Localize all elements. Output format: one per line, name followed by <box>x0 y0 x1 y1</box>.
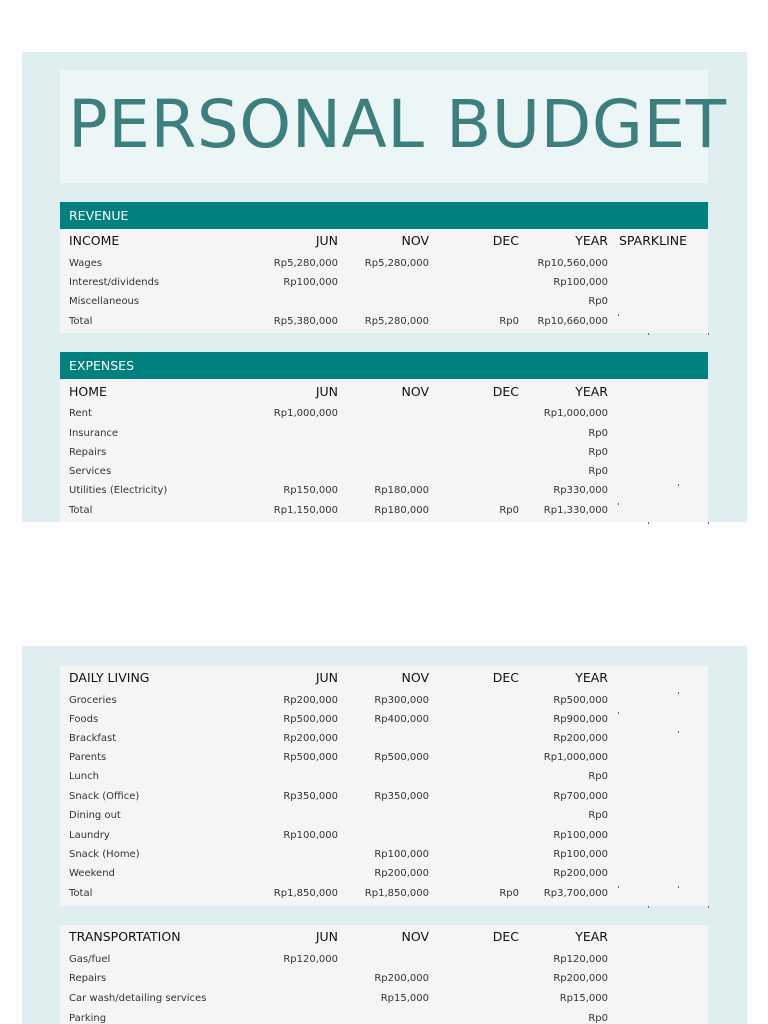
cell-nov: Rp400,000 <box>374 714 429 725</box>
cell-year: Rp200,000 <box>553 973 608 984</box>
row-label: Dining out <box>69 810 121 821</box>
row-label: Car wash/detailing services <box>69 993 207 1004</box>
sparkline-mark <box>618 503 619 505</box>
row-label: Snack (Office) <box>69 791 140 802</box>
row-label: Gas/fuel <box>69 954 111 965</box>
column-header-jun: JUN <box>315 929 338 944</box>
cell-jun: Rp5,380,000 <box>273 316 338 327</box>
cell-year: Rp100,000 <box>553 277 608 288</box>
sparkline-mark <box>648 522 649 524</box>
sparkline-mark <box>678 886 679 888</box>
cell-jun: Rp120,000 <box>283 954 338 965</box>
row-label: Interest/dividends <box>69 277 160 288</box>
cell-nov: Rp180,000 <box>374 485 429 496</box>
section-heading: HOME <box>69 384 107 399</box>
cell-dec: Rp0 <box>499 505 519 516</box>
row-label: Miscellaneous <box>69 296 140 307</box>
sparkline-mark <box>678 484 679 486</box>
sparkline-mark <box>678 692 679 694</box>
column-header-jun: JUN <box>315 384 338 399</box>
cell-year: Rp0 <box>588 296 608 307</box>
expenses-band: EXPENSES <box>60 352 708 379</box>
row-label: Lunch <box>69 771 99 782</box>
cell-nov: Rp5,280,000 <box>364 258 429 269</box>
cell-year: Rp200,000 <box>553 868 608 879</box>
column-header-sparkline: SPARKLINE <box>619 233 688 248</box>
row-label: Insurance <box>69 428 119 439</box>
cell-jun: Rp1,000,000 <box>273 408 338 419</box>
cell-year: Rp900,000 <box>553 714 608 725</box>
column-header-dec: DEC <box>492 384 519 399</box>
cell-jun: Rp5,280,000 <box>273 258 338 269</box>
cell-jun: Rp350,000 <box>283 791 338 802</box>
cell-year: Rp100,000 <box>553 849 608 860</box>
row-label: Total <box>69 888 93 899</box>
row-label: Weekend <box>69 868 115 879</box>
cell-jun: Rp100,000 <box>283 277 338 288</box>
cell-year: Rp0 <box>588 447 608 458</box>
cell-year: Rp120,000 <box>553 954 608 965</box>
cell-nov: Rp15,000 <box>380 993 429 1004</box>
cell-year: Rp3,700,000 <box>543 888 608 899</box>
cell-year: Rp0 <box>588 466 608 477</box>
cell-year: Rp10,560,000 <box>537 258 608 269</box>
page-title: PERSONAL BUDGET <box>68 86 727 163</box>
row-label: Foods <box>69 714 99 725</box>
daily-living-table <box>60 666 708 906</box>
transportation-table <box>60 925 708 1024</box>
column-header-year: YEAR <box>575 384 608 399</box>
cell-year: Rp0 <box>588 810 608 821</box>
cell-year: Rp0 <box>588 1013 608 1024</box>
cell-year: Rp15,000 <box>559 993 608 1004</box>
cell-jun: Rp200,000 <box>283 733 338 744</box>
cell-year: Rp1,000,000 <box>543 408 608 419</box>
cell-year: Rp10,660,000 <box>537 316 608 327</box>
column-header-jun: JUN <box>315 233 338 248</box>
row-label: Laundry <box>69 830 110 841</box>
column-header-dec: DEC <box>492 670 519 685</box>
column-header-nov: NOV <box>401 670 429 685</box>
column-header-nov: NOV <box>401 929 429 944</box>
sparkline-mark <box>618 314 619 316</box>
column-header-nov: NOV <box>401 384 429 399</box>
cell-jun: Rp100,000 <box>283 830 338 841</box>
cell-dec: Rp0 <box>499 888 519 899</box>
cell-year: Rp500,000 <box>553 695 608 706</box>
row-label: Total <box>69 505 93 516</box>
sparkline-mark <box>648 333 649 335</box>
cell-nov: Rp180,000 <box>374 505 429 516</box>
cell-nov: Rp500,000 <box>374 752 429 763</box>
cell-year: Rp330,000 <box>553 485 608 496</box>
section-heading: INCOME <box>69 233 120 248</box>
column-header-dec: DEC <box>492 929 519 944</box>
cell-year: Rp1,000,000 <box>543 752 608 763</box>
row-label: Wages <box>69 258 103 269</box>
cell-nov: Rp1,850,000 <box>364 888 429 899</box>
row-label: Repairs <box>69 447 107 458</box>
row-label: Rent <box>69 408 92 419</box>
sparkline-mark <box>618 712 619 714</box>
row-label: Repairs <box>69 973 107 984</box>
cell-jun: Rp500,000 <box>283 714 338 725</box>
row-label: Utilities (Electricity) <box>69 485 168 496</box>
cell-dec: Rp0 <box>499 316 519 327</box>
cell-year: Rp0 <box>588 771 608 782</box>
sparkline-mark <box>708 333 709 335</box>
cell-nov: Rp300,000 <box>374 695 429 706</box>
sparkline-mark <box>618 886 619 888</box>
row-label: Groceries <box>69 695 117 706</box>
sparkline-mark <box>648 906 649 908</box>
cell-year: Rp0 <box>588 428 608 439</box>
column-header-year: YEAR <box>575 233 608 248</box>
cell-nov: Rp5,280,000 <box>364 316 429 327</box>
column-header-dec: DEC <box>492 233 519 248</box>
cell-jun: Rp200,000 <box>283 695 338 706</box>
cell-year: Rp1,330,000 <box>543 505 608 516</box>
section-heading: TRANSPORTATION <box>69 929 181 944</box>
cell-year: Rp200,000 <box>553 733 608 744</box>
home-table <box>60 379 708 522</box>
column-header-year: YEAR <box>575 670 608 685</box>
cell-nov: Rp100,000 <box>374 849 429 860</box>
cell-nov: Rp350,000 <box>374 791 429 802</box>
row-label: Total <box>69 316 93 327</box>
row-label: Services <box>69 466 112 477</box>
column-header-nov: NOV <box>401 233 429 248</box>
row-label: Snack (Home) <box>69 849 140 860</box>
income-table <box>60 229 708 333</box>
cell-nov: Rp200,000 <box>374 973 429 984</box>
sparkline-mark <box>708 522 709 524</box>
column-header-year: YEAR <box>575 929 608 944</box>
row-label: Parking <box>69 1013 107 1024</box>
cell-nov: Rp200,000 <box>374 868 429 879</box>
column-header-jun: JUN <box>315 670 338 685</box>
revenue-band: REVENUE <box>60 202 708 229</box>
cell-jun: Rp500,000 <box>283 752 338 763</box>
cell-jun: Rp1,150,000 <box>273 505 338 516</box>
cell-jun: Rp150,000 <box>283 485 338 496</box>
sparkline-mark <box>678 731 679 733</box>
row-label: Brackfast <box>69 733 117 744</box>
cell-year: Rp700,000 <box>553 791 608 802</box>
sparkline-mark <box>708 906 709 908</box>
cell-year: Rp100,000 <box>553 830 608 841</box>
row-label: Parents <box>69 752 107 763</box>
section-heading: DAILY LIVING <box>69 670 150 685</box>
cell-jun: Rp1,850,000 <box>273 888 338 899</box>
